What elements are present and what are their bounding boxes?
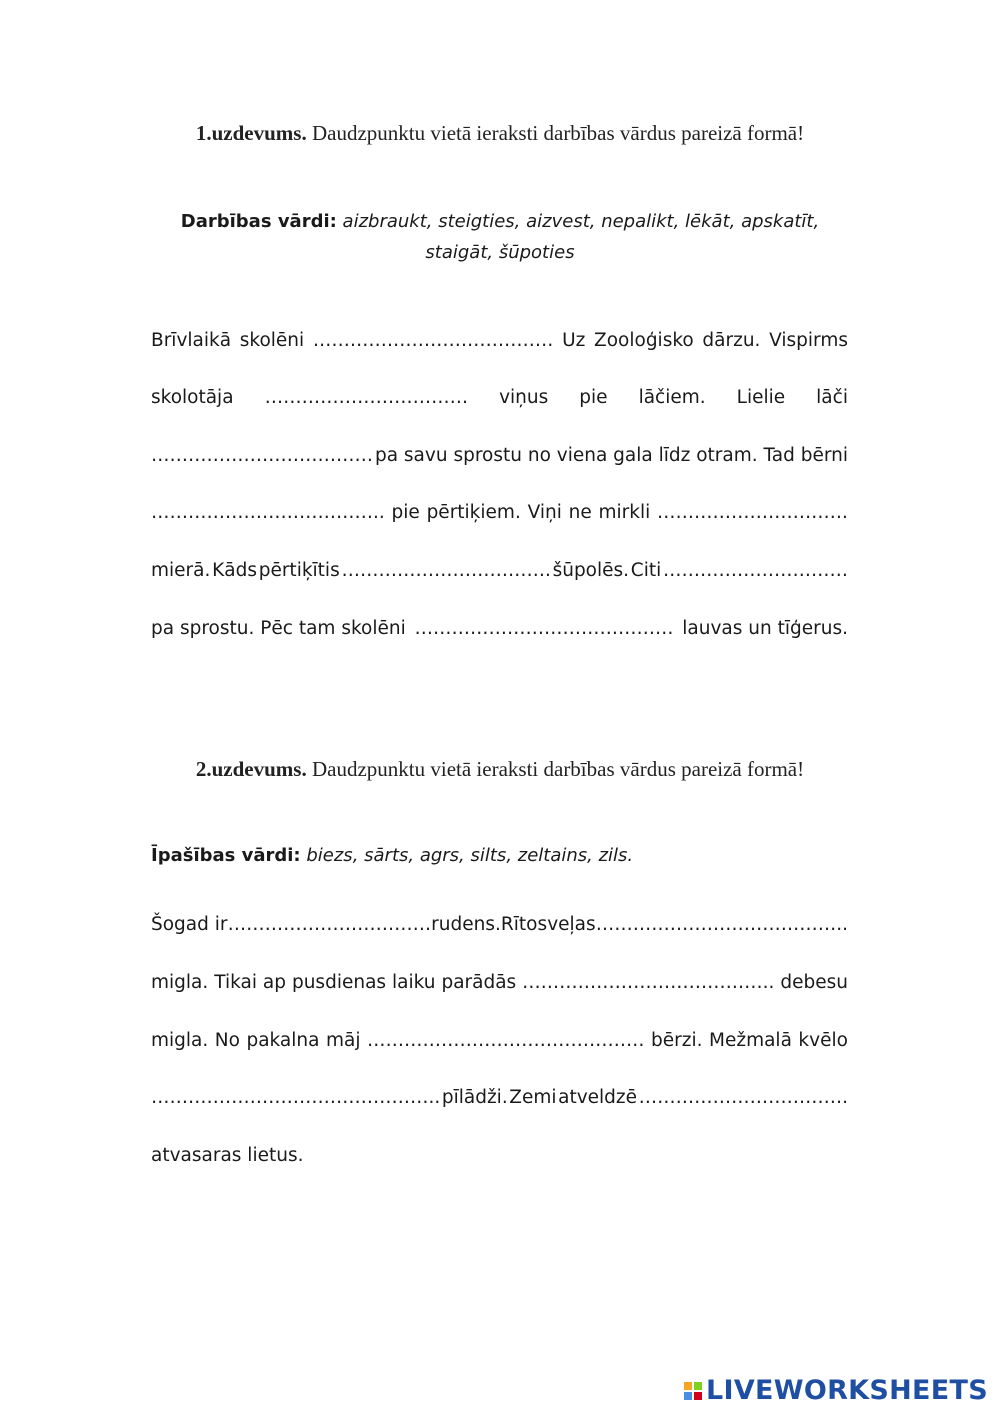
text-fragment: pie — [579, 387, 608, 408]
text-fragment: pērtiķiem. — [426, 502, 521, 523]
task1-number: 1.uzdevums. — [195, 121, 307, 145]
task2-word-bank — [151, 845, 633, 866]
logo-square-I — [694, 1382, 702, 1390]
blank-gap[interactable]: ………………………… — [662, 560, 848, 581]
text-fragment: lauvas un tīģerus. — [682, 618, 848, 639]
task1-word-bank — [0, 211, 1000, 232]
blank-gap[interactable]: ……………………………. — [638, 1087, 848, 1108]
text-fragment: rudens. — [431, 914, 501, 935]
blank-gap[interactable]: ………………………………….. — [522, 972, 775, 993]
text-fragment: veļas — [547, 914, 596, 935]
text-fragment: Rītos — [500, 914, 548, 935]
blank-gap[interactable]: ……………………………….. — [151, 502, 385, 523]
text-fragment: mierā. — [151, 560, 211, 581]
text-fragment: migla. — [151, 1030, 209, 1051]
text-line — [151, 1087, 848, 1108]
task2-heading — [0, 757, 1000, 782]
text-fragment: pērtiķītis — [258, 560, 340, 581]
logo-text: LIVEWORKSHEETS — [705, 1375, 988, 1406]
text-fragment: lāčiem. — [638, 387, 706, 408]
text-line — [151, 502, 848, 523]
text-fragment: parādās — [441, 972, 517, 993]
text-fragment: pīlādži. — [441, 1087, 508, 1108]
text-fragment: bērzi. — [651, 1030, 703, 1051]
text-fragment: Zooloģisko — [594, 330, 694, 351]
liveworksheets-logo[interactable] — [684, 1375, 988, 1406]
task2-bank-words: biezs, sārts, agrs, silts, zeltains, zils. — [300, 845, 634, 866]
text-fragment: laiku — [392, 972, 436, 993]
blank-gap[interactable]: ………………………………… — [312, 330, 554, 351]
text-fragment: viņus — [499, 387, 549, 408]
text-line — [151, 445, 848, 466]
text-line — [151, 618, 848, 639]
blank-gap[interactable]: …………………………… — [227, 914, 432, 935]
blank-gap[interactable]: ……………………………………….. — [151, 1087, 441, 1108]
text-fragment: pa savu sprostu no viena gala līdz otram. Tad bērni — [374, 445, 848, 466]
task2-number: 2.uzdevums. — [195, 757, 307, 781]
text-line — [151, 330, 848, 351]
text-line — [151, 972, 848, 993]
logo-square-E — [694, 1392, 702, 1400]
task1-word-bank-line2 — [0, 242, 1000, 263]
text-fragment: Mežmalā — [709, 1030, 792, 1051]
text-fragment: dārzu. — [702, 330, 761, 351]
text-fragment: Tikai — [214, 972, 257, 993]
text-fragment: migla. — [151, 972, 209, 993]
text-fragment: Vispirms — [769, 330, 848, 351]
text-fragment: atveldzē — [558, 1087, 638, 1108]
blank-gap[interactable]: …………………………. — [657, 502, 848, 523]
text-fragment: skolēni — [239, 330, 305, 351]
blank-gap[interactable]: ……………………………. — [341, 560, 551, 581]
text-fragment: lāči — [816, 387, 848, 408]
logo-mark-icon — [684, 1382, 702, 1400]
text-fragment: Kāds — [212, 560, 257, 581]
text-fragment: ap — [262, 972, 287, 993]
text-line — [151, 914, 848, 935]
text-fragment: ne — [568, 502, 592, 523]
text-fragment: pusdienas — [291, 972, 387, 993]
task1-bank-words-cont: staigāt, šūpoties — [425, 242, 575, 263]
text-fragment: Citi — [630, 560, 662, 581]
text-fragment: skolotāja — [151, 387, 234, 408]
blank-gap[interactable]: ………………………………….. — [595, 914, 848, 935]
text-fragment: māj — [326, 1030, 361, 1051]
text-line — [151, 1145, 848, 1166]
text-line — [151, 560, 848, 581]
blank-gap[interactable]: ……………………………… — [151, 445, 373, 466]
text-fragment: pa sprostu. Pēc tam skolēni — [151, 618, 406, 639]
text-fragment: Zemi — [509, 1087, 557, 1108]
text-fragment: kvēlo — [798, 1030, 848, 1051]
text-fragment: pakalna — [246, 1030, 320, 1051]
text-fragment: Brīvlaikā — [151, 330, 232, 351]
task1-bank-words: aizbraukt, steigties, aizvest, nepalikt, lēkāt, apskatīt, — [336, 211, 820, 232]
blank-gap[interactable]: ……………………………………… — [367, 1030, 645, 1051]
text-line — [151, 1030, 848, 1051]
text-fragment: mirkli — [598, 502, 651, 523]
text-fragment: No — [214, 1030, 240, 1051]
text-fragment: Lielie — [736, 387, 786, 408]
text-fragment: pie — [391, 502, 420, 523]
blank-gap[interactable]: …………………………………… — [414, 618, 674, 639]
task1-bank-label: Darbības vārdi: — [180, 211, 337, 232]
text-fragment: debesu — [780, 972, 848, 993]
blank-gap[interactable]: …………………………… — [264, 387, 469, 408]
task2-instruction: Daudzpunktu vietā ieraksti darbības vārdus pareizā formā! — [306, 757, 805, 781]
text-fragment: Viņi — [527, 502, 562, 523]
logo-square-V — [684, 1392, 692, 1400]
text-fragment: atvasaras lietus. — [151, 1145, 304, 1166]
text-line — [151, 387, 848, 408]
text-fragment: Uz — [562, 330, 586, 351]
task1-instruction: Daudzpunktu vietā ieraksti darbības vārdus pareizā formā! — [306, 121, 805, 145]
text-fragment: šūpolēs. — [552, 560, 630, 581]
task2-bank-label: Īpašības vārdi: — [151, 845, 301, 866]
logo-square-L — [684, 1382, 692, 1390]
task1-heading — [0, 121, 1000, 146]
text-fragment: Šogad ir — [151, 914, 228, 935]
